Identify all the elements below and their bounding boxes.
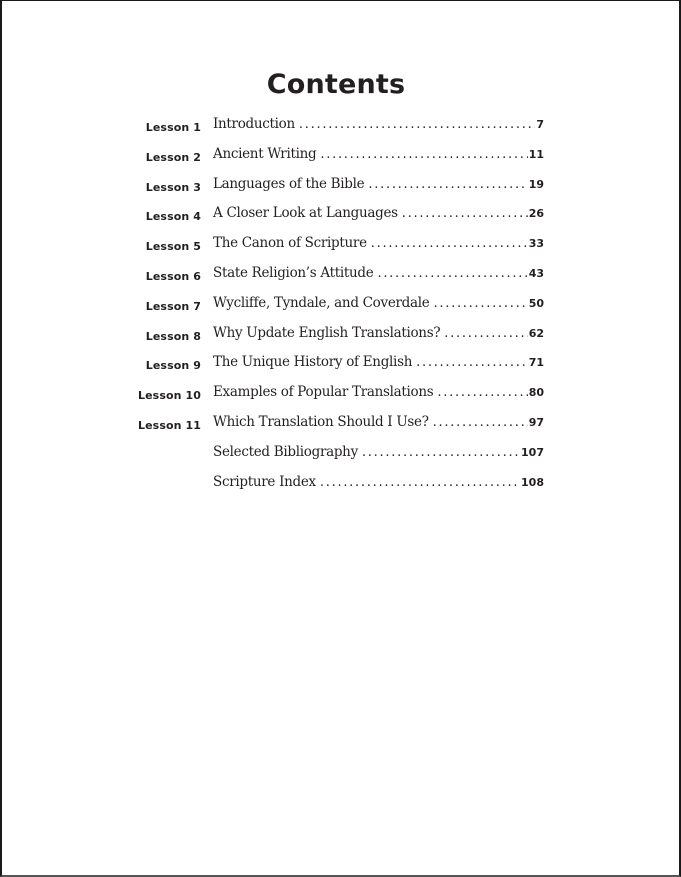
entry-title: Wycliffe, Tyndale, and Coverdale xyxy=(213,295,430,311)
page-number: 7 xyxy=(536,118,544,131)
toc-entry[interactable] xyxy=(2,146,681,170)
entry-title: Why Update English Translations? xyxy=(213,325,441,341)
page-number: 19 xyxy=(528,178,544,191)
toc-entry-link[interactable] xyxy=(213,474,544,490)
toc-entry[interactable] xyxy=(2,295,681,319)
page-number: 80 xyxy=(528,386,544,399)
toc-entry-link[interactable] xyxy=(213,444,544,460)
lesson-label: Lesson 4 xyxy=(145,210,201,223)
lesson-label: Lesson 2 xyxy=(145,151,201,164)
dot-leader xyxy=(299,117,535,132)
entry-title: Ancient Writing xyxy=(213,146,317,162)
lesson-label: Lesson 6 xyxy=(145,270,201,283)
entry-title: The Unique History of English xyxy=(213,354,413,370)
dot-leader xyxy=(371,236,528,251)
toc-entry[interactable] xyxy=(2,176,681,200)
lesson-label: Lesson 1 xyxy=(145,121,201,134)
page-number: 62 xyxy=(528,327,544,340)
entry-title: Introduction xyxy=(213,116,295,132)
toc-entry[interactable] xyxy=(2,414,681,438)
page-number: 97 xyxy=(528,416,544,429)
page-number: 43 xyxy=(528,267,544,280)
toc-entry[interactable] xyxy=(2,474,681,498)
lesson-label: Lesson 9 xyxy=(145,359,201,372)
entry-title: Scripture Index xyxy=(213,474,316,490)
toc-entry[interactable] xyxy=(2,354,681,378)
toc-entry-link[interactable] xyxy=(213,265,544,281)
lesson-label: Lesson 7 xyxy=(145,300,201,313)
toc-entry-link[interactable] xyxy=(213,116,544,132)
entry-title: Which Translation Should I Use? xyxy=(213,414,429,430)
page-title: Contents xyxy=(266,69,406,100)
page-number: 26 xyxy=(528,207,544,220)
entry-title: Languages of the Bible xyxy=(213,176,365,192)
dot-leader xyxy=(362,445,520,460)
entry-title: Examples of Popular Translations xyxy=(213,384,434,400)
toc-entry-link[interactable] xyxy=(213,384,544,400)
page-number: 108 xyxy=(521,476,544,489)
dot-leader xyxy=(444,326,527,341)
toc-entry-link[interactable] xyxy=(213,235,544,251)
page-number: 33 xyxy=(528,237,544,250)
lesson-label: Lesson 3 xyxy=(145,181,201,194)
toc-entry[interactable] xyxy=(2,384,681,408)
dot-leader xyxy=(433,296,527,311)
toc-entry-link[interactable] xyxy=(213,295,544,311)
toc-entry-link[interactable] xyxy=(213,414,544,430)
toc-entry-link[interactable] xyxy=(213,354,544,370)
toc-entry-link[interactable] xyxy=(213,205,544,221)
page-number: 71 xyxy=(528,356,544,369)
dot-leader xyxy=(433,415,528,430)
dot-leader xyxy=(368,177,527,192)
toc-entry[interactable] xyxy=(2,265,681,289)
page-number: 11 xyxy=(528,148,544,161)
dot-leader xyxy=(416,355,528,370)
page-number: 107 xyxy=(521,446,544,459)
dot-leader xyxy=(402,206,528,221)
toc-entry[interactable] xyxy=(2,235,681,259)
toc-entry-link[interactable] xyxy=(213,176,544,192)
entry-title: Selected Bibliography xyxy=(213,444,358,460)
toc-entry-link[interactable] xyxy=(213,146,544,162)
entry-title: The Canon of Scripture xyxy=(213,235,367,251)
toc-entry[interactable] xyxy=(2,325,681,349)
toc-entry[interactable] xyxy=(2,444,681,468)
page-number: 50 xyxy=(528,297,544,310)
lesson-label: Lesson 8 xyxy=(145,330,201,343)
toc-entry[interactable] xyxy=(2,205,681,229)
dot-leader xyxy=(437,385,527,400)
dot-leader xyxy=(377,266,527,281)
dot-leader xyxy=(320,147,527,162)
toc-entry[interactable] xyxy=(2,116,681,140)
dot-leader xyxy=(320,475,520,490)
lesson-label: Lesson 10 xyxy=(138,389,201,402)
entry-title: State Religion’s Attitude xyxy=(213,265,374,281)
toc-entry-link[interactable] xyxy=(213,325,544,341)
lesson-label: Lesson 5 xyxy=(145,240,201,253)
lesson-label: Lesson 11 xyxy=(138,419,201,432)
entry-title: A Closer Look at Languages xyxy=(213,205,398,221)
